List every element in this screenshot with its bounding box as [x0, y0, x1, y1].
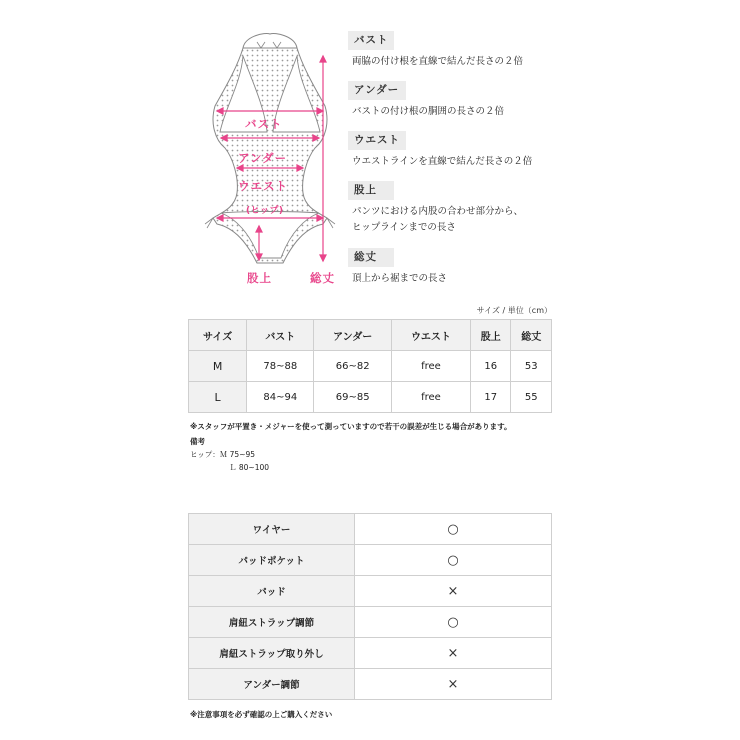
size-cell: free [391, 351, 470, 382]
figure-label-bust: バスト [245, 117, 283, 131]
table-row [189, 669, 552, 700]
definition-desc-waist: ウエストラインを直線で結んだ長さの２倍 [352, 156, 533, 167]
size-cell: 84~94 [247, 382, 314, 413]
feature-table [188, 513, 552, 700]
table-row [189, 545, 552, 576]
definition-term-waist: ウエスト [348, 131, 406, 150]
size-caption: サイズ / 単位（cm） [476, 306, 552, 315]
feature-name: 肩紐ストラップ調節 [189, 607, 355, 638]
size-cell: L [189, 382, 247, 413]
feature-value: ○ [355, 607, 552, 638]
size-table-header: バスト [247, 320, 314, 351]
remarks-label: 備考 [190, 437, 205, 446]
size-table-header: サイズ [189, 320, 247, 351]
definition-term-total-length: 総丈 [348, 248, 394, 267]
size-cell: free [391, 382, 470, 413]
feature-value: ○ [355, 545, 552, 576]
feature-name: 肩紐ストラップ取り外し [189, 638, 355, 669]
feature-value: × [355, 576, 552, 607]
figure-label-waist: ウエスト [238, 179, 288, 193]
size-cell: 55 [511, 382, 552, 413]
size-cell: 16 [470, 351, 510, 382]
staff-note: ※スタッフが平置き・メジャーを使って測っていますので若干の誤差が生じる場合があります。 [190, 422, 512, 431]
figure-label-hip: (ヒップ) [246, 206, 284, 216]
definition-desc-bust: 両脇の付け根を直線で結んだ長さの２倍 [352, 56, 524, 67]
size-table-header: 股上 [470, 320, 510, 351]
table-row [189, 638, 552, 669]
hip-l-note: Ｌ 80~100 [229, 463, 270, 472]
definition-desc-rise-1: パンツにおける内股の合わせ部分から、 [352, 206, 524, 217]
definition-term-under: アンダー [348, 81, 406, 100]
feature-name: アンダー調節 [189, 669, 355, 700]
figure-label-under: アンダー [238, 151, 288, 165]
table-row [189, 514, 552, 545]
figure-label-total-length: 総丈 [310, 271, 335, 285]
definition-term-bust: バスト [348, 31, 394, 50]
figure-label-rise: 股上 [247, 271, 272, 285]
definition-desc-total-length: 頂上から裾までの長さ [352, 273, 448, 284]
feature-value: × [355, 669, 552, 700]
definition-term-rise: 股上 [348, 181, 394, 200]
hip-m-note: ヒップ：Ｍ 75~95 [190, 450, 256, 459]
table-row [189, 382, 552, 413]
size-table-header: アンダー [314, 320, 392, 351]
feature-value: × [355, 638, 552, 669]
size-cell: 69~85 [314, 382, 392, 413]
table-row [189, 576, 552, 607]
feature-value: ○ [355, 514, 552, 545]
size-cell: M [189, 351, 247, 382]
size-cell: 66~82 [314, 351, 392, 382]
feature-name: パッド [189, 576, 355, 607]
table-row [189, 607, 552, 638]
size-table-header: ウエスト [391, 320, 470, 351]
feature-name: パッドポケット [189, 545, 355, 576]
purchase-note: ※注意事項を必ず確認の上ご購入ください [190, 710, 333, 719]
size-table [188, 319, 552, 413]
feature-name: ワイヤー [189, 514, 355, 545]
definition-desc-under: バストの付け根の胴囲の長さの２倍 [352, 106, 505, 117]
size-cell: 53 [511, 351, 552, 382]
table-row [189, 351, 552, 382]
size-table-header-row [189, 320, 552, 351]
size-table-header: 総丈 [511, 320, 552, 351]
size-cell: 17 [470, 382, 510, 413]
definition-desc-rise-2: ヒップラインまでの長さ [352, 222, 456, 233]
size-cell: 78~88 [247, 351, 314, 382]
